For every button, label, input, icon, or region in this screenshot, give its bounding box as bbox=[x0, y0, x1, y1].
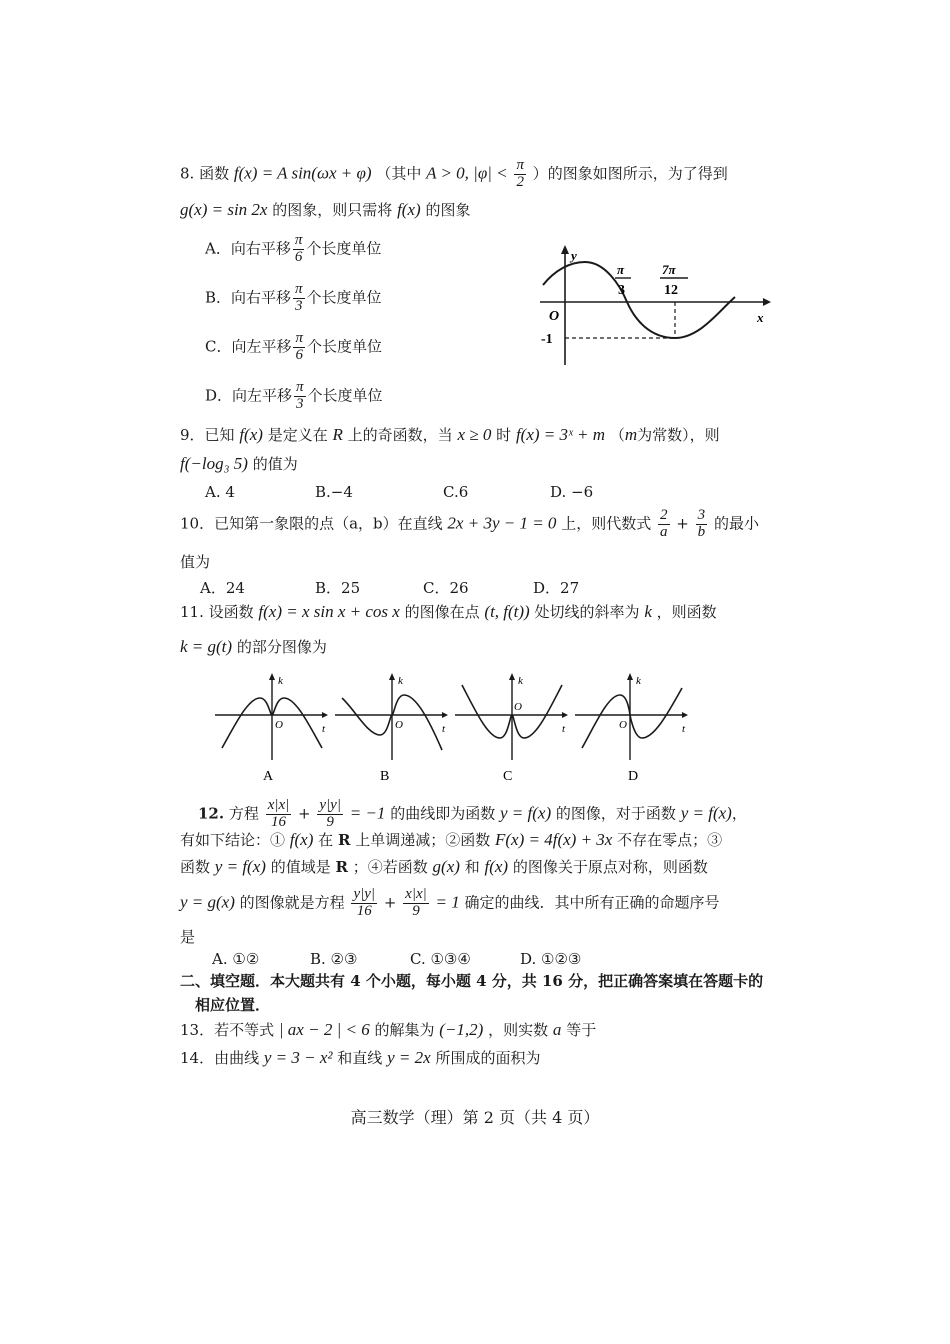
frac-num: 2 bbox=[660, 507, 668, 523]
sine-curve bbox=[543, 262, 735, 338]
frac-num: 3 bbox=[697, 507, 706, 523]
q11-kg: k = g(t) bbox=[180, 637, 233, 656]
frac-den: 16 bbox=[270, 813, 286, 830]
label-o: O bbox=[514, 701, 522, 713]
label-o: O bbox=[275, 719, 283, 731]
q12-line1 bbox=[198, 798, 747, 831]
y-axis-label: y bbox=[571, 248, 577, 263]
q12-text: 的图像，对于函数 bbox=[555, 804, 676, 823]
frac-den: a bbox=[660, 523, 668, 540]
q12-line4 bbox=[180, 887, 720, 920]
q8-sine-graph bbox=[535, 240, 775, 370]
q14-text: 所围成的面积为 bbox=[435, 1049, 541, 1067]
q8-pi-over-2 bbox=[514, 158, 526, 191]
frac-num: π bbox=[294, 232, 303, 248]
q12-line3 bbox=[180, 857, 708, 877]
label-k: k bbox=[278, 675, 283, 687]
q12-text: 的图像就是方程 bbox=[239, 893, 345, 912]
frac-num: y|y| bbox=[353, 886, 376, 902]
q9-option-b[interactable]: B.−4 bbox=[315, 483, 353, 501]
q12-text: 的图像关于原点对称，则函数 bbox=[512, 858, 708, 876]
q10-plus: + bbox=[676, 514, 689, 533]
q10-option-a[interactable]: A．24 bbox=[200, 579, 245, 597]
q12-R: R bbox=[335, 858, 348, 876]
q11-graph-b[interactable] bbox=[335, 673, 448, 784]
q12-eq: = −1 bbox=[349, 803, 386, 823]
q12-text: 的值域是 bbox=[270, 858, 331, 876]
q12-text: ；④若函数 bbox=[352, 858, 428, 876]
q9-cond: x ≥ 0 bbox=[457, 425, 492, 444]
q10-option-b[interactable]: B．25 bbox=[315, 579, 361, 597]
q8-text: 的图象 bbox=[425, 201, 471, 219]
option-tail: 个长度单位 bbox=[306, 239, 382, 258]
q12-f: f(x) bbox=[289, 830, 314, 849]
option-frac bbox=[293, 233, 305, 266]
q9-text: 9．已知 bbox=[180, 426, 235, 444]
q8-f: f(x) bbox=[397, 200, 421, 219]
q11-graphs bbox=[210, 670, 700, 790]
axis-k-arrow bbox=[627, 673, 633, 680]
q12-text: ， bbox=[731, 804, 747, 823]
option-label: D．向左平移 bbox=[205, 386, 293, 405]
q13-set: (−1,2) bbox=[439, 1020, 484, 1039]
q8-text: 8. 函数 bbox=[180, 164, 230, 183]
q13-text: 的解集为 bbox=[374, 1021, 435, 1039]
q9-m: m bbox=[624, 425, 638, 444]
axis-t-arrow bbox=[562, 712, 568, 718]
q13-text: 13．若不等式 bbox=[180, 1021, 275, 1039]
q12-text: 方程 bbox=[228, 804, 259, 823]
x-axis-arrow bbox=[763, 298, 771, 306]
q11-graph-d[interactable] bbox=[575, 673, 688, 784]
q11-text: 的部分图像为 bbox=[236, 638, 327, 656]
q13-line bbox=[180, 1020, 596, 1040]
q8-option-b[interactable] bbox=[205, 282, 382, 315]
option-frac bbox=[294, 380, 306, 413]
q9-text: 为常数），则 bbox=[637, 426, 720, 444]
q12-y: y = f(x) bbox=[500, 803, 552, 823]
frac-den: 6 bbox=[294, 248, 303, 265]
q12-text: 上单调递减；②函数 bbox=[355, 831, 491, 849]
q12-frac2 bbox=[317, 798, 343, 831]
q10-eq: 2x + 3y − 1 = 0 bbox=[447, 513, 557, 533]
q8-option-a[interactable] bbox=[205, 233, 381, 266]
frac-den: 3 bbox=[296, 395, 304, 412]
q9-option-c[interactable]: C.6 bbox=[443, 483, 469, 501]
x-axis-label: x bbox=[757, 310, 764, 325]
q14-text: 和直线 bbox=[337, 1049, 383, 1067]
q9-text: 上的奇函数，当 bbox=[347, 426, 453, 444]
q11-text: 的图像在点 bbox=[404, 603, 480, 621]
q9-text: 时 bbox=[496, 426, 512, 444]
frac-num: π bbox=[516, 157, 524, 173]
frac-num: x|x| bbox=[267, 797, 290, 813]
q12-option-d[interactable]: D. ①②③ bbox=[520, 950, 582, 968]
q11-f: f(x) = x sin x + cos x bbox=[258, 602, 400, 621]
q9-text: 的值为 bbox=[252, 455, 298, 473]
q12-y2: y = f(x) bbox=[680, 803, 732, 823]
q12-f: f(x) bbox=[484, 857, 509, 876]
frac-den: 9 bbox=[412, 902, 420, 919]
q10-line1 bbox=[180, 508, 759, 541]
q9-text: 是定义在 bbox=[267, 426, 328, 444]
q8-option-c[interactable] bbox=[205, 331, 382, 364]
option-label: C．向左平移 bbox=[205, 337, 292, 356]
q13-inequality: | ax − 2 | < 6 bbox=[278, 1020, 370, 1039]
graph-label-c: C bbox=[503, 769, 513, 784]
q12-plus: + bbox=[298, 804, 311, 823]
q11-text: ，则函数 bbox=[656, 603, 717, 621]
q8-condition: A > 0, |φ| < bbox=[426, 163, 508, 183]
q12-text: 不存在零点；③ bbox=[617, 831, 723, 849]
q12-eq: = 1 bbox=[435, 892, 460, 912]
q12-frac4 bbox=[403, 887, 429, 920]
q8-function: f(x) = A sin(ωx + φ) bbox=[233, 163, 372, 183]
q12-text: 的曲线即为函数 bbox=[390, 804, 496, 823]
q12-line5: 是 bbox=[180, 928, 196, 946]
section2-heading-cont: 相应位置． bbox=[195, 996, 271, 1014]
q9-line1 bbox=[180, 425, 720, 445]
q11-line1 bbox=[180, 602, 717, 622]
axis-k-arrow bbox=[389, 673, 395, 680]
q11-k: k bbox=[644, 602, 652, 621]
axis-t-arrow bbox=[442, 712, 448, 718]
q8-text: （其中 bbox=[376, 164, 422, 183]
q9-expr: f(x) = 3ˣ + m bbox=[515, 425, 606, 444]
q9-f: f(x) bbox=[239, 425, 263, 444]
axis-t-arrow bbox=[682, 712, 688, 718]
label-k: k bbox=[518, 675, 523, 687]
tick-pi3-num: π bbox=[617, 262, 625, 277]
curve-d bbox=[582, 688, 682, 748]
q12-frac1 bbox=[266, 798, 292, 831]
q11-point: (t, f(t)) bbox=[484, 602, 530, 621]
axis-k-arrow bbox=[269, 673, 275, 680]
q9-expr2: f(−log₃ 5) bbox=[180, 454, 248, 473]
q10-frac2 bbox=[696, 508, 708, 541]
q12-y: y = f(x) bbox=[214, 857, 266, 876]
q12-g: y = g(x) bbox=[180, 892, 235, 912]
q12-text: 和 bbox=[464, 858, 480, 876]
frac-den: 16 bbox=[356, 902, 372, 919]
q8-text: ）的图象如图所示，为了得到 bbox=[532, 164, 728, 183]
option-tail: 个长度单位 bbox=[307, 337, 383, 356]
label-k: k bbox=[636, 675, 641, 687]
q14-curve: y = 3 − x² bbox=[263, 1048, 333, 1067]
axis-k-arrow bbox=[509, 673, 515, 680]
q13-var: a bbox=[552, 1020, 562, 1039]
q8-text: 的图象，则只需将 bbox=[272, 201, 393, 219]
q8-option-d[interactable] bbox=[205, 380, 383, 413]
tick-7pi12-den: 12 bbox=[664, 283, 678, 298]
q11-graph-a[interactable] bbox=[215, 673, 328, 784]
q12-g: g(x) bbox=[432, 857, 460, 876]
origin-label: O bbox=[549, 309, 560, 324]
q11-line2 bbox=[180, 637, 327, 657]
graph-label-d: D bbox=[628, 769, 639, 784]
q11-text: 11. 设函数 bbox=[180, 603, 254, 621]
q10-text: 10．已知第一象限的点（a，b）在直线 bbox=[180, 514, 443, 533]
label-t: t bbox=[442, 723, 446, 735]
y-axis-arrow bbox=[561, 245, 569, 254]
q13-text: 等于 bbox=[566, 1021, 597, 1039]
q12-number: 12. bbox=[198, 804, 225, 823]
tick-7pi12-num: 7π bbox=[662, 262, 676, 277]
frac-num: x|x| bbox=[405, 886, 427, 902]
label-t: t bbox=[562, 723, 566, 735]
q10-frac1 bbox=[658, 508, 670, 541]
option-tail: 个长度单位 bbox=[306, 288, 382, 307]
frac-den: 9 bbox=[326, 813, 334, 830]
q8-line1 bbox=[180, 158, 728, 191]
q11-text: 处切线的斜率为 bbox=[534, 603, 640, 621]
frac-den: 6 bbox=[295, 346, 303, 363]
q12-text: 有如下结论：① bbox=[180, 831, 286, 849]
q12-R: R bbox=[337, 831, 351, 849]
q12-frac3 bbox=[351, 887, 377, 920]
option-frac bbox=[293, 331, 305, 364]
graph-label-a: A bbox=[263, 769, 274, 784]
q12-option-a[interactable]: A. ①② bbox=[212, 950, 260, 968]
q12-text: 在 bbox=[318, 831, 334, 849]
option-label: B．向右平移 bbox=[205, 288, 292, 307]
label-t: t bbox=[682, 723, 686, 735]
q12-option-b[interactable]: B. ②③ bbox=[310, 950, 358, 968]
q8-line2 bbox=[180, 200, 470, 220]
q14-text: 14．由曲线 bbox=[180, 1049, 260, 1067]
label-o: O bbox=[395, 719, 403, 731]
minus-one-label: -1 bbox=[541, 332, 553, 347]
q10-text: 上，则代数式 bbox=[561, 514, 652, 533]
axis-t-arrow bbox=[322, 712, 328, 718]
q12-text: 函数 bbox=[180, 858, 211, 876]
label-o: O bbox=[619, 719, 627, 731]
graph-label-b: B bbox=[380, 769, 390, 784]
q9-option-d[interactable]: D. −6 bbox=[550, 483, 594, 501]
option-tail: 个长度单位 bbox=[307, 386, 383, 405]
q12-option-c[interactable]: C. ①③④ bbox=[410, 950, 471, 968]
frac-den: 2 bbox=[516, 173, 524, 190]
frac-num: y|y| bbox=[319, 797, 341, 813]
page-footer: 高三数学（理）第 2 页（共 4 页） bbox=[350, 1108, 600, 1127]
q9-option-a[interactable]: A. 4 bbox=[205, 483, 235, 501]
q14-line bbox=[180, 1048, 540, 1068]
frac-num: π bbox=[295, 281, 303, 297]
q12-F: F(x) = 4f(x) + 3x bbox=[495, 830, 613, 849]
q9-text: （ bbox=[609, 426, 625, 444]
frac-num: π bbox=[296, 379, 304, 395]
label-k: k bbox=[398, 675, 403, 687]
q8-g: g(x) = sin 2x bbox=[180, 200, 268, 219]
q13-text: ，则实数 bbox=[488, 1021, 549, 1039]
q12-line2 bbox=[180, 830, 722, 850]
q10-option-c[interactable]: C．26 bbox=[423, 579, 469, 597]
option-frac bbox=[293, 282, 305, 315]
label-t: t bbox=[322, 723, 326, 735]
q14-line-eq: y = 2x bbox=[387, 1048, 431, 1067]
q11-graph-c[interactable] bbox=[455, 673, 568, 784]
frac-den: 3 bbox=[295, 297, 303, 314]
q10-option-d[interactable]: D．27 bbox=[533, 579, 580, 597]
q12-text: 确定的曲线．其中所有正确的命题序号 bbox=[464, 893, 720, 912]
frac-num: π bbox=[295, 330, 303, 346]
q12-plus: + bbox=[383, 893, 397, 912]
q10-text: 的最小 bbox=[713, 514, 759, 533]
tick-pi3-den: 3 bbox=[618, 283, 625, 298]
frac-den: b bbox=[697, 523, 706, 540]
q10-line2: 值为 bbox=[180, 553, 211, 571]
section2-heading: 二、填空题．本大题共有 4 个小题，每小题 4 分，共 16 分，把正确答案填在答题卡的 bbox=[180, 972, 764, 990]
q9-R: R bbox=[332, 425, 343, 444]
q9-line2 bbox=[180, 454, 298, 474]
option-label: A．向右平移 bbox=[205, 239, 291, 258]
